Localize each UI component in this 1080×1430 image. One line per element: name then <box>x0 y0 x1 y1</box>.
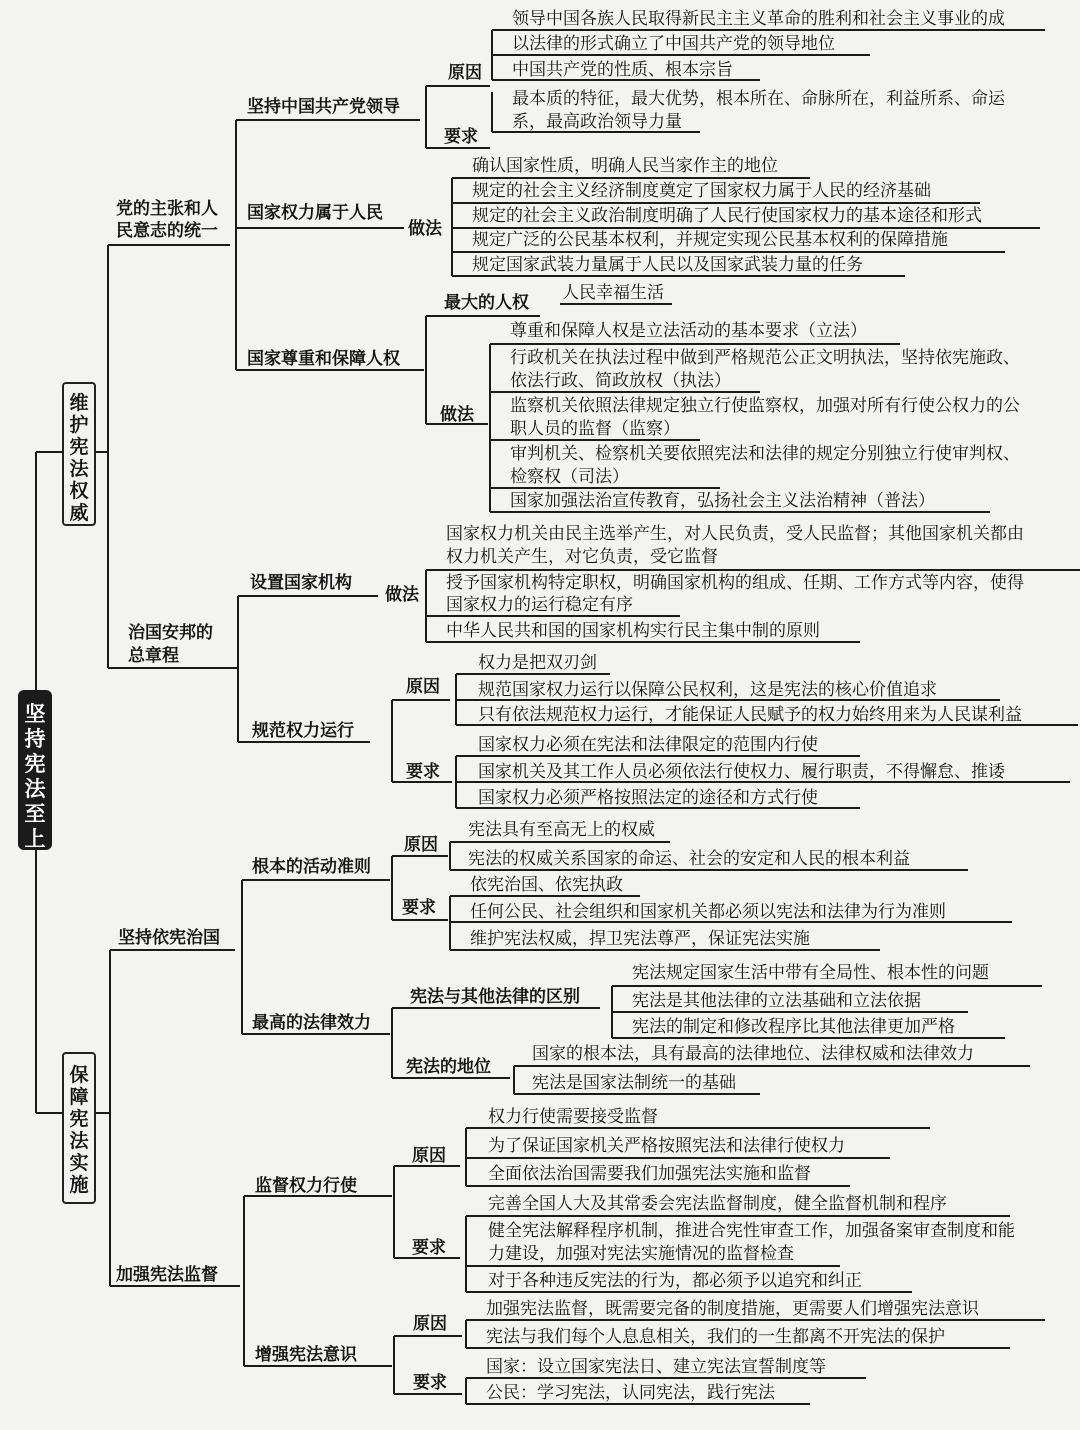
b1-s2-pos-2: 宪法是国家法制统一的基础 <box>532 1073 736 1093</box>
b2-s1-reason-3: 全面依法治国需要我们加强宪法实施和监督 <box>488 1164 811 1184</box>
a2-s2-req-2: 国家机关及其工作人员必须依法行使权力、履行职责，不得懈怠、推诿 <box>478 762 1005 782</box>
a1-s2-item-2: 规定的社会主义经济制度奠定了国家权力属于人民的经济基础 <box>472 181 931 201</box>
a2-s2-reason-1: 权力是把双刃剑 <box>478 653 597 673</box>
branch-a-label: 维护宪法权威 <box>69 392 89 524</box>
a1-title: 党的主张和人民意志的统一 <box>116 199 218 241</box>
root-node <box>18 690 52 850</box>
b2-s1-req-label: 要求 <box>412 1238 446 1258</box>
a1-s3-item-4: 监察机关依照法律规定独立行使监察权，加强对所有行使公权力的公 <box>510 396 1020 416</box>
b1-s1-title: 根本的活动准则 <box>252 857 371 877</box>
b2-s1-req-4: 对于各种违反宪法的行为，都必须予以追究和纠正 <box>488 1271 862 1291</box>
b1-s2-title: 最高的法律效力 <box>252 1013 371 1033</box>
b1-s2-pos-1: 国家的根本法，具有最高的法律地位、法律权威和法律效力 <box>532 1044 974 1064</box>
b2-s1-req-2: 健全宪法解释程序机制，推进合宪性审查工作，加强备案审查制度和能 <box>488 1221 1015 1241</box>
b1-s1-reason-1: 宪法具有至高无上的权威 <box>468 820 655 840</box>
a1-s3-max-value: 人民幸福生活 <box>562 283 664 303</box>
b2-s1-reason-1: 权力行使需要接受监督 <box>488 1107 658 1127</box>
a1-s3-item-7: 检察权（司法） <box>510 467 629 487</box>
b2-s1-title: 监督权力行使 <box>255 1176 357 1196</box>
a2-title-line2: 总章程 <box>128 646 179 666</box>
root-label: 坚持宪法至上 <box>24 702 46 851</box>
a1-s1-title: 坚持中国共产党领导 <box>247 97 400 117</box>
b2-s1-reason-label: 原因 <box>412 1146 446 1166</box>
a1-s2-item-1: 确认国家性质，明确人民当家作主的地位 <box>472 156 778 176</box>
a1-s3-label: 做法 <box>440 405 474 425</box>
b2-title: 加强宪法监督 <box>116 1265 218 1285</box>
a2-s1-title: 设置国家机构 <box>250 573 352 593</box>
b1-s2-pos-label: 宪法的地位 <box>406 1057 491 1077</box>
b1-s2-diff-label: 宪法与其他法律的区别 <box>410 987 580 1007</box>
b2-s1-req-3: 力建设，加强对宪法实施情况的监督检查 <box>488 1244 794 1264</box>
a1-s1-req-1: 最本质的特征，最大优势，根本所在、命脉所在，利益所系、命运 <box>512 89 1005 109</box>
a1-s2-title: 国家权力属于人民 <box>247 203 383 223</box>
a2-title-line1: 治国安邦的 <box>128 623 213 643</box>
a2-s2-req-3: 国家权力必须严格按照法定的途径和方式行使 <box>478 788 818 808</box>
b1-s1-reason-label: 原因 <box>404 835 438 855</box>
b2-s2-reason-label: 原因 <box>413 1314 447 1334</box>
a2-s2-req-1: 国家权力必须在宪法和法律限定的范围内行使 <box>478 735 818 755</box>
a1-s3-item-6: 审判机关、检察机关要依照宪法和法律的规定分别独立行使审判权、 <box>510 444 1020 464</box>
b2-s2-req-1: 国家：设立国家宪法日、建立宪法宣誓制度等 <box>486 1357 826 1377</box>
a2-s2-title: 规范权力运行 <box>252 721 354 741</box>
a2-s1-item-3: 授予国家机构特定职权，明确国家机构的组成、任期、工作方式等内容，使得 <box>446 573 1024 593</box>
b1-s2-diff-2: 宪法是其他法律的立法基础和立法依据 <box>632 991 921 1011</box>
b1-title: 坚持依宪治国 <box>118 928 220 948</box>
a1-s2-item-4: 规定广泛的公民基本权利，并规定实现公民基本权利的保障措施 <box>472 230 948 250</box>
a1-s2-item-3: 规定的社会主义政治制度明确了人民行使国家权力的基本途径和形式 <box>472 206 982 226</box>
a1-s1-req-label: 要求 <box>444 127 478 147</box>
a1-s3-title: 国家尊重和保障人权 <box>247 349 400 369</box>
branch-b-box <box>62 1052 96 1204</box>
a2-s1-item-5: 中华人民共和国的国家机构实行民主集中制的原则 <box>446 621 820 641</box>
a2-s2-reason-label: 原因 <box>406 677 440 697</box>
b1-s2-diff-1: 宪法规定国家生活中带有全局性、根本性的问题 <box>632 963 989 983</box>
a1-s3-max-label: 最大的人权 <box>444 293 529 313</box>
b2-s2-req-2: 公民：学习宪法，认同宪法，践行宪法 <box>486 1383 775 1403</box>
a1-s1-reason-label: 原因 <box>448 63 482 83</box>
b1-s2-diff-3: 宪法的制定和修改程序比其他法律更加严格 <box>632 1017 955 1037</box>
a1-s2-item-5: 规定国家武装力量属于人民以及国家武装力量的任务 <box>472 255 863 275</box>
a2-s1-item-2: 权力机关产生，对它负责，受它监督 <box>446 547 718 567</box>
b1-s1-reason-2: 宪法的权威关系国家的命运、社会的安定和人民的根本利益 <box>468 849 910 869</box>
a1-s3-item-2: 行政机关在执法过程中做到严格规范公正文明执法，坚持依宪施政、 <box>510 348 1020 368</box>
a2-s1-item-4: 国家权力的运行稳定有序 <box>446 595 633 615</box>
a1-s1-reason-2: 以法律的形式确立了中国共产党的领导地位 <box>512 34 835 54</box>
b2-s1-reason-2: 为了保证国家机关严格按照宪法和法律行使权力 <box>488 1136 845 1156</box>
a2-s2-reason-3: 只有依法规范权力运行，才能保证人民赋予的权力始终用来为人民谋利益 <box>478 705 1022 725</box>
a1-s3-item-1: 尊重和保障人权是立法活动的基本要求（立法） <box>510 321 867 341</box>
b2-s2-reason-2: 宪法与我们每个人息息相关，我们的一生都离不开宪法的保护 <box>486 1327 945 1347</box>
b1-s1-req-3: 维护宪法权威，捍卫宪法尊严，保证宪法实施 <box>470 929 810 949</box>
b2-s2-title: 增强宪法意识 <box>255 1345 357 1365</box>
b1-s1-req-1: 依宪治国、依宪执政 <box>470 875 623 895</box>
branch-b-label: 保障宪法实施 <box>69 1064 89 1196</box>
a2-s1-item-1: 国家权力机关由民主选举产生，对人民负责，受人民监督；其他国家机关都由 <box>446 524 1024 544</box>
b2-s2-reason-1: 加强宪法监督，既需要完备的制度措施，更需要人们增强宪法意识 <box>486 1299 979 1319</box>
a2-s1-label: 做法 <box>385 585 419 605</box>
a1-s3-item-3: 依法行政、简政放权（执法） <box>510 371 731 391</box>
b2-s1-req-1: 完善全国人大及其常委会宪法监督制度，健全监督机制和程序 <box>488 1194 947 1214</box>
a1-s1-reason-3: 中国共产党的性质、根本宗旨 <box>512 60 733 80</box>
a1-s1-req-2: 系，最高政治领导力量 <box>512 112 682 132</box>
a2-s2-req-label: 要求 <box>406 762 440 782</box>
a2-s2-reason-2: 规范国家权力运行以保障公民权利，这是宪法的核心价值追求 <box>478 680 937 700</box>
branch-a-box <box>62 382 96 526</box>
a1-s2-label: 做法 <box>408 219 442 239</box>
a1-s3-item-8: 国家加强法治宣传教育，弘扬社会主义法治精神（普法） <box>510 491 935 511</box>
b1-s1-req-2: 任何公民、社会组织和国家机关都必须以宪法和法律为行为准则 <box>470 902 946 922</box>
a1-s3-item-5: 职人员的监督（监察） <box>510 419 680 439</box>
b2-s2-req-label: 要求 <box>413 1373 447 1393</box>
b1-s1-req-label: 要求 <box>402 898 436 918</box>
a1-s1-reason-1: 领导中国各族人民取得新民主主义革命的胜利和社会主义事业的成 <box>512 9 1005 29</box>
